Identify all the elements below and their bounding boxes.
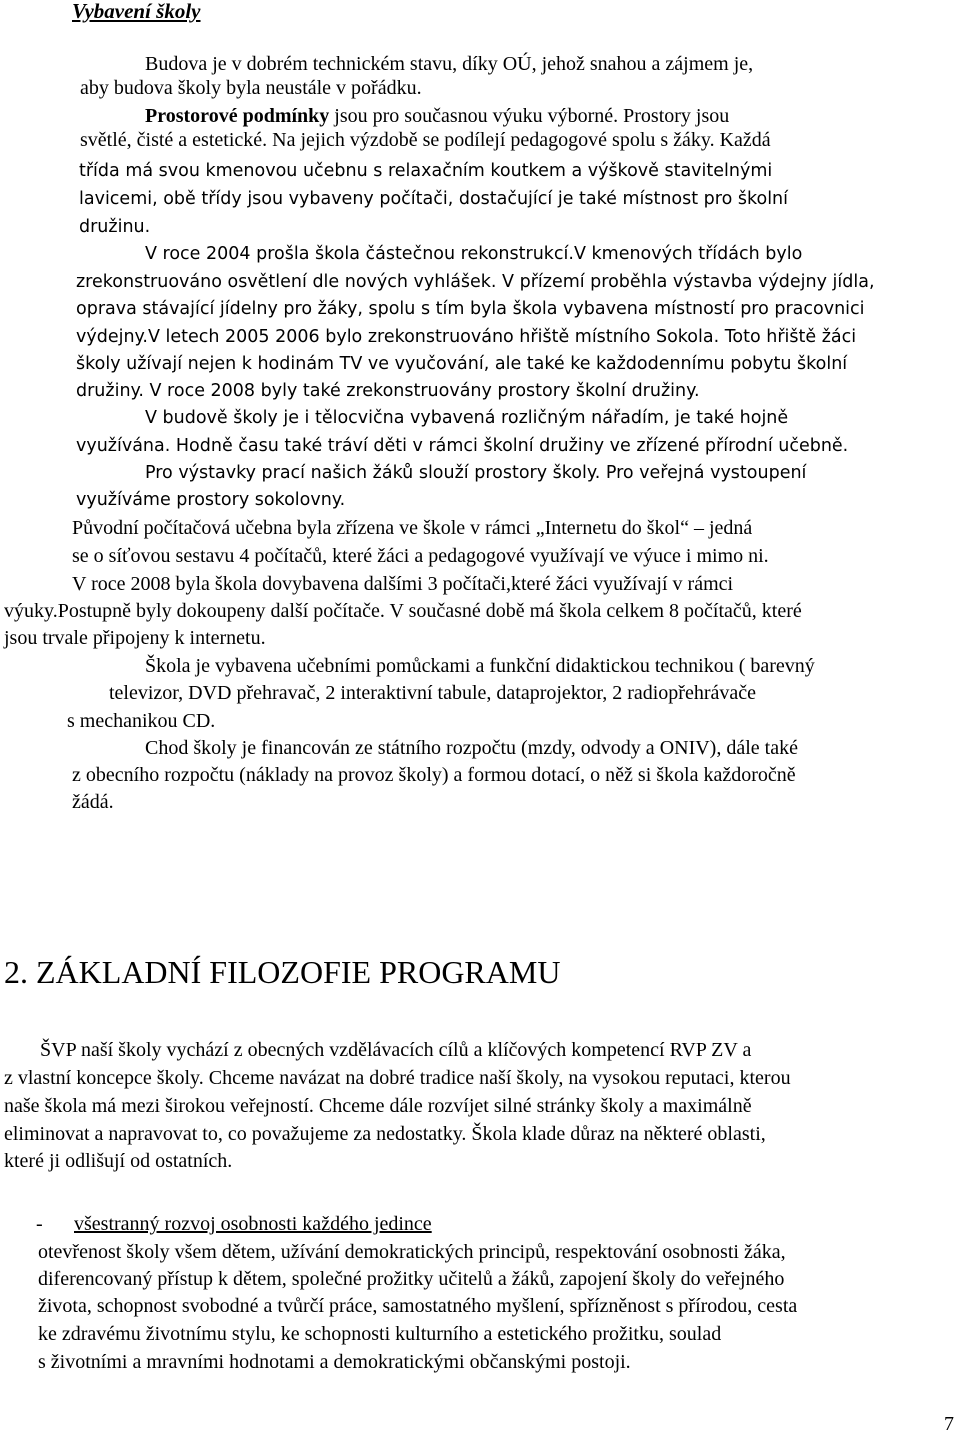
paragraph-line: ke zdravému životnímu stylu, ke schopnosti kulturního a estetického prožitku, soulad	[38, 1323, 722, 1345]
paragraph-line: Budova je v dobrém technickém stavu, díky OÚ, jehož snahou a zájmem je,	[145, 53, 754, 75]
paragraph-line: s životními a mravními hodnotami a demokratickými občanskými postoji.	[38, 1351, 631, 1373]
page-number: 7	[944, 1413, 954, 1435]
paragraph-line: oprava stávající jídelny pro žáky, spolu s tím byla škola vybavena místností pro pracovnici	[76, 299, 865, 319]
paragraph-line: družinu.	[79, 217, 151, 237]
paragraph-line: Pro výstavky prací našich žáků slouží prostory školy. Pro veřejná vystoupení	[145, 463, 807, 483]
list-dash: -	[36, 1213, 43, 1235]
paragraph-line: lavicemi, obě třídy jsou vybaveny počítači, dostačující je také místnost pro školní	[79, 189, 789, 209]
paragraph-line: televizor, DVD přehravač, 2 interaktivní tabule, dataprojektor, 2 radiopřehrávače	[109, 682, 757, 704]
paragraph-line: ŠVP naší školy vychází z obecných vzdělávacích cílů a klíčových kompetencí RVP ZV a	[40, 1039, 752, 1061]
paragraph-line: otevřenost školy všem dětem, užívání demokratických principů, respektování osobnosti žáka,	[38, 1241, 786, 1263]
paragraph-line: využívána. Hodně času také tráví děti v rámci školní družiny ve zřízené přírodní učebně.	[76, 436, 849, 456]
paragraph-line: Škola je vybavena učebními pomůckami a funkční didaktickou technikou ( barevný	[145, 655, 815, 677]
list-item-title: všestranný rozvoj osobnosti každého jedince	[74, 1213, 432, 1235]
paragraph-line: z vlastní koncepce školy. Chceme navázat na dobré tradice naší školy, na vysokou reputaci, kterou	[4, 1067, 791, 1089]
paragraph-line: světlé, čisté a estetické. Na jejich výzdobě se podílejí pedagogové spolu s žáky. Každá	[80, 129, 771, 151]
section-heading-philosophy: 2. ZÁKLADNÍ FILOZOFIE PROGRAMU	[4, 954, 561, 990]
paragraph-line: diferencovaný přístup k dětem, společné prožitky učitelů a žáků, zapojení školy do veřejného	[38, 1268, 785, 1290]
paragraph-line: výuky.Postupně byly dokoupeny další počítače. V současné době má škola celkem 8 počítačů, které	[4, 600, 802, 622]
bold-term: Prostorové podmínky	[145, 105, 330, 127]
paragraph-line: žádá.	[72, 791, 114, 813]
paragraph-line: s mechanikou CD.	[67, 710, 216, 732]
paragraph-line: Původní počítačová učebna byla zřízena ve škole v rámci „Internetu do škol“ – jedná	[72, 517, 753, 539]
paragraph-line: naše škola má mezi širokou veřejností. Chceme dále rozvíjet silné stránky školy a maximálně	[4, 1095, 752, 1117]
paragraph-line: družiny. V roce 2008 byly také zrekonstruovány prostory školní družiny.	[76, 381, 700, 401]
paragraph-line: eliminovat a napravovat to, co považujeme za nedostatky. Škola klade důraz na některé oblasti,	[4, 1123, 766, 1145]
section-heading-equipment: Vybavení školy	[72, 0, 201, 23]
paragraph-line: zrekonstruováno osvětlení dle nových vyhlášek. V přízemí proběhla výstavba výdejny jídla,	[76, 272, 875, 292]
paragraph-line: V roce 2004 prošla škola částečnou rekonstrukcí.V kmenových třídách bylo	[145, 244, 803, 264]
paragraph-line: V roce 2008 byla škola dovybavena dalšími 3 počítači,které žáci využívají v rámci	[72, 573, 734, 595]
paragraph-line: školy užívají nejen k hodinám TV ve vyučování, ale také ke každodennímu pobytu školní	[76, 354, 848, 374]
paragraph-line: výdejny.V letech 2005 2006 bylo zrekonstruováno hřiště místního Sokola. Toto hřiště žáci	[76, 327, 857, 347]
paragraph-line: které ji odlišují od ostatních.	[4, 1150, 233, 1172]
paragraph-line: aby budova školy byla neustále v pořádku.	[80, 77, 422, 99]
text-span: jsou pro současnou výuku výborné. Prostory jsou	[329, 105, 730, 127]
paragraph-line: se o síťovou sestavu 4 počítačů, které žáci a pedagogové využívají ve výuce i mimo ni.	[72, 545, 769, 567]
paragraph-line: V budově školy je i tělocvična vybavená rozličným nářadím, je také hojně	[145, 408, 789, 428]
paragraph-line: třída má svou kmenovou učebnu s relaxačním koutkem a výškově stavitelnými	[79, 161, 773, 181]
paragraph-line: využíváme prostory sokolovny.	[76, 490, 346, 510]
paragraph-line: Chod školy je financován ze státního rozpočtu (mzdy, odvody a ONIV), dále také	[145, 737, 798, 759]
paragraph-line	[145, 106, 729, 126]
paragraph-line: z obecního rozpočtu (náklady na provoz školy) a formou dotací, o něž si škola každoročně	[72, 764, 796, 786]
paragraph-line: jsou trvale připojeny k internetu.	[4, 627, 266, 649]
paragraph-line: života, schopnost svobodné a tvůrčí práce, samostatného myšlení, spřízněnost s přírodou, cesta	[38, 1295, 798, 1317]
